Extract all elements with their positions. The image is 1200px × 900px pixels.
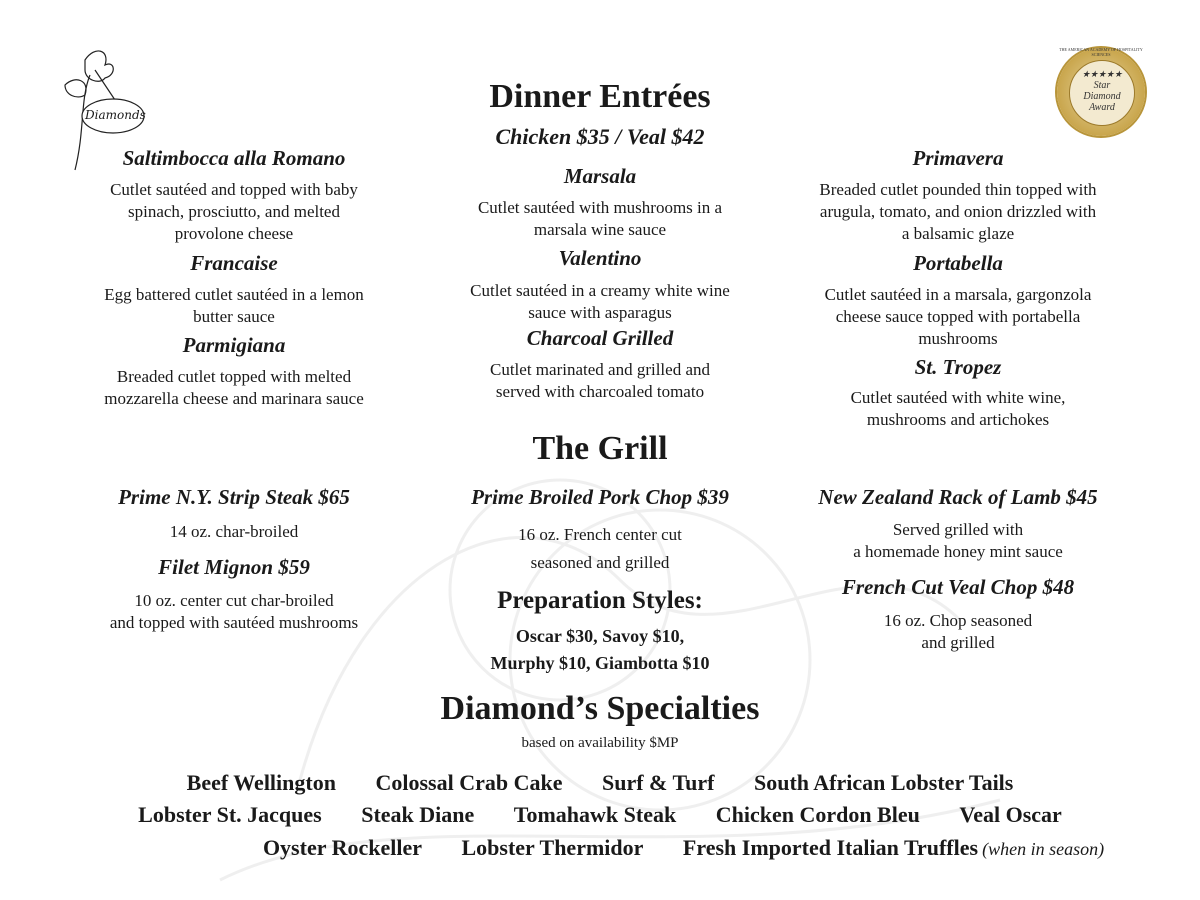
desc-portabella bbox=[788, 284, 1128, 350]
dish-parmigiana: Parmigiana bbox=[182, 333, 286, 357]
desc-valentino bbox=[440, 280, 760, 324]
desc-line: 14 oz. char-broiled bbox=[169, 522, 299, 541]
desc-line: mozzarella cheese and marinara sauce bbox=[104, 389, 364, 408]
desc-line: Egg battered cutlet sautéed in a lemon bbox=[104, 285, 364, 304]
desc-line: mushrooms bbox=[918, 329, 998, 348]
grill-title: The Grill bbox=[532, 430, 668, 467]
specialty-item: Chicken Cordon Bleu bbox=[715, 802, 920, 827]
preparation-styles bbox=[420, 623, 780, 677]
prep-line: Oscar $30, Savoy $10, bbox=[515, 626, 685, 646]
dish-valentino: Valentino bbox=[558, 246, 642, 270]
desc-parmigiana bbox=[74, 366, 394, 410]
dish-portabella: Portabella bbox=[913, 251, 1003, 275]
specialty-item: Colossal Crab Cake bbox=[375, 770, 563, 795]
dish-francaise: Francaise bbox=[190, 251, 278, 275]
specialties-title: Diamond’s Specialties bbox=[440, 690, 760, 727]
desc-line: 16 oz. Chop seasoned bbox=[883, 611, 1033, 630]
dinner-subtitle: Chicken $35 / Veal $42 bbox=[495, 124, 705, 149]
dish-veal-chop: French Cut Veal Chop $48 bbox=[841, 575, 1075, 599]
dish-primavera: Primavera bbox=[912, 146, 1004, 170]
desc-pork-chop bbox=[420, 521, 780, 577]
desc-line: Breaded cutlet pounded thin topped with bbox=[819, 180, 1097, 199]
desc-line: butter sauce bbox=[193, 307, 275, 326]
desc-line: seasoned and grilled bbox=[530, 553, 670, 572]
dish-saltimbocca: Saltimbocca alla Romano bbox=[122, 146, 346, 170]
desc-ny-strip bbox=[64, 521, 404, 543]
specialties-row-3 bbox=[0, 835, 1200, 861]
desc-filet-mignon bbox=[64, 590, 404, 634]
desc-line: Cutlet marinated and grilled and bbox=[490, 360, 710, 379]
dish-ny-strip: Prime N.Y. Strip Steak $65 bbox=[118, 485, 350, 509]
dish-marsala: Marsala bbox=[563, 164, 637, 188]
desc-line: Cutlet sautéed with white wine, bbox=[850, 388, 1066, 407]
specialty-item: Lobster St. Jacques bbox=[138, 802, 322, 827]
specialty-item: South African Lobster Tails bbox=[753, 770, 1014, 795]
desc-line: served with charcoaled tomato bbox=[495, 382, 705, 401]
dish-charcoal-grilled: Charcoal Grilled bbox=[526, 326, 674, 350]
dish-pork-chop: Prime Broiled Pork Chop $39 bbox=[471, 485, 729, 509]
award-seal bbox=[1057, 48, 1145, 136]
logo-text: Diamonds bbox=[85, 108, 146, 122]
desc-line: a homemade honey mint sauce bbox=[853, 542, 1063, 561]
specialties-subtitle: based on availability $MP bbox=[521, 735, 679, 751]
dish-st-tropez: St. Tropez bbox=[914, 355, 1002, 379]
desc-line: 10 oz. center cut char-broiled bbox=[134, 591, 334, 610]
desc-charcoal-grilled bbox=[440, 359, 760, 403]
desc-line: and topped with sautéed mushrooms bbox=[109, 613, 359, 632]
desc-rack-of-lamb bbox=[778, 519, 1138, 563]
desc-line: Cutlet sautéed with mushrooms in a bbox=[477, 198, 723, 217]
specialty-item: Tomahawk Steak bbox=[513, 802, 677, 827]
specialties-row-2 bbox=[0, 802, 1200, 828]
desc-line: mushrooms and artichokes bbox=[866, 410, 1050, 429]
desc-st-tropez bbox=[788, 387, 1128, 431]
desc-line: 16 oz. French center cut bbox=[518, 525, 682, 544]
desc-line: provolone cheese bbox=[174, 224, 294, 243]
award-line2: Diamond bbox=[1083, 91, 1121, 102]
desc-line: arugula, tomato, and onion drizzled with bbox=[819, 202, 1097, 221]
dinner-title: Dinner Entrées bbox=[489, 78, 711, 115]
specialty-item: Oyster Rockeller bbox=[262, 835, 422, 860]
prep-line: Murphy $10, Giambotta $10 bbox=[490, 653, 710, 673]
award-line1: Star bbox=[1093, 80, 1111, 91]
desc-francaise bbox=[74, 284, 394, 328]
specialty-item: Beef Wellington bbox=[186, 770, 336, 795]
desc-line: Cutlet sautéed and topped with baby bbox=[110, 180, 358, 199]
desc-line: sauce with asparagus bbox=[528, 303, 672, 322]
season-note: (when in season) bbox=[982, 839, 1105, 859]
desc-primavera bbox=[788, 179, 1128, 245]
desc-marsala bbox=[440, 197, 760, 241]
award-stars: ★★★★★ bbox=[1081, 69, 1123, 79]
desc-veal-chop bbox=[778, 610, 1138, 654]
specialty-item: Veal Oscar bbox=[959, 802, 1062, 827]
dish-filet-mignon: Filet Mignon $59 bbox=[158, 555, 310, 579]
desc-line: spinach, prosciutto, and melted bbox=[128, 202, 340, 221]
specialty-item: Fresh Imported Italian Truffles bbox=[682, 835, 979, 860]
desc-line: Cutlet sautéed in a creamy white wine bbox=[470, 281, 730, 300]
desc-line: Breaded cutlet topped with melted bbox=[116, 367, 352, 386]
award-inner bbox=[1069, 60, 1135, 126]
desc-line: and grilled bbox=[921, 633, 995, 652]
award-outer-text: THE AMERICAN ACADEMY OF HOSPITALITY SCIENCES bbox=[1059, 47, 1143, 57]
desc-line: a balsamic glaze bbox=[901, 224, 1015, 243]
preparation-styles-title: Preparation Styles: bbox=[497, 587, 703, 614]
award-line3: Award bbox=[1089, 102, 1115, 113]
desc-saltimbocca bbox=[74, 179, 394, 245]
dish-rack-of-lamb: New Zealand Rack of Lamb $45 bbox=[818, 485, 1098, 509]
desc-line: marsala wine sauce bbox=[533, 220, 667, 239]
specialty-item: Surf & Turf bbox=[601, 770, 715, 795]
desc-line: Cutlet sautéed in a marsala, gargonzola bbox=[824, 285, 1092, 304]
specialty-item: Lobster Thermidor bbox=[461, 835, 644, 860]
specialty-item: Steak Diane bbox=[361, 802, 475, 827]
specialties-row-1 bbox=[0, 770, 1200, 796]
desc-line: Served grilled with bbox=[892, 520, 1024, 539]
desc-line: cheese sauce topped with portabella bbox=[835, 307, 1081, 326]
